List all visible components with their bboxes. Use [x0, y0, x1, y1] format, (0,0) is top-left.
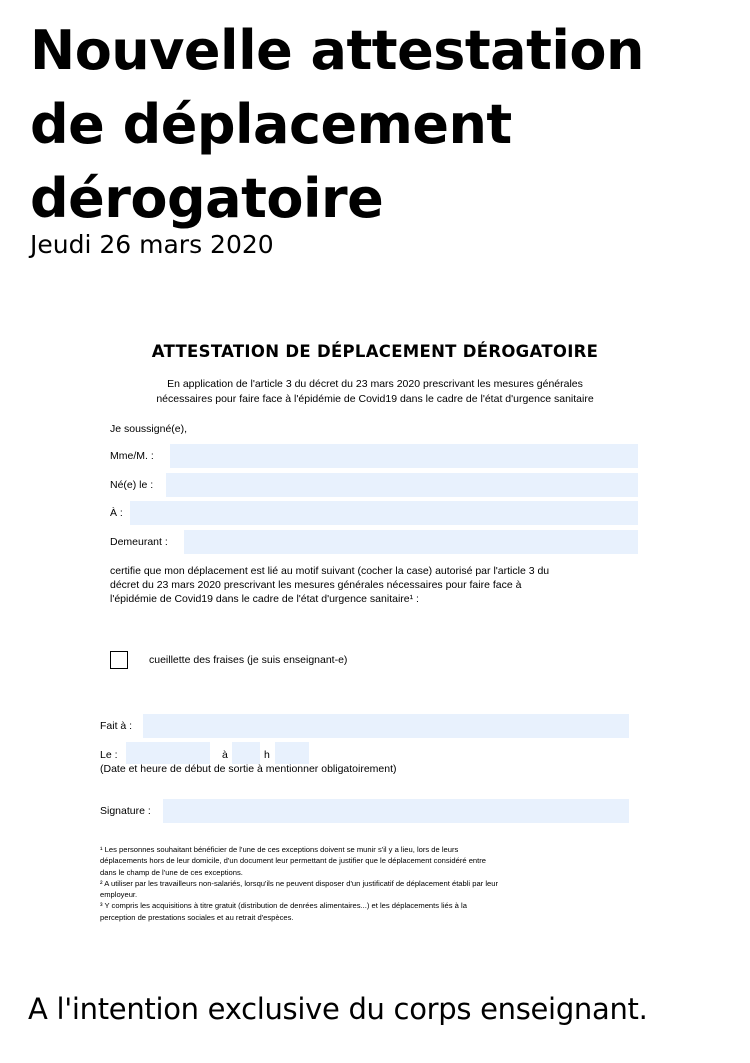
intro-line: nécessaires pour faire face à l'épidémie de Covid19 dans le cadre de l'état d'urgence sanitaire — [156, 393, 594, 405]
footnote-line: ² A utiliser par les travailleurs non-salariés, lorsqu'ils ne peuvent disposer d'un justificatif de déplacement établi par leur — [100, 878, 498, 888]
made-at-label: Fait à : — [100, 720, 133, 732]
footnote-line: déplacements hors de leur domicile, d'un document leur permettant de justifier que le déplacement considéré entre — [100, 856, 486, 866]
date-label: Le : — [100, 749, 118, 761]
address-field[interactable] — [184, 530, 638, 554]
article-date: Jeudi 26 mars 2020 — [30, 230, 274, 259]
at-label: à — [222, 749, 228, 761]
signature-label: Signature : — [100, 805, 151, 817]
footnote-line: ³ Y compris les acquisitions à titre gratuit (distribution de denrées alimentaires...) et les déplacements liés à la — [100, 901, 467, 911]
footnotes — [100, 844, 640, 923]
undersigned-label: Je soussigné(e), — [110, 423, 188, 435]
hour-field[interactable] — [232, 742, 260, 764]
certify-line: décret du 23 mars 2020 prescrivant les mesures générales nécessaires pour faire face à — [110, 579, 522, 591]
date-field[interactable] — [126, 742, 210, 764]
headline-line: de déplacement — [30, 93, 512, 156]
birthdate-field[interactable] — [166, 473, 638, 497]
article-caption: A l'intention exclusive du corps enseignant. — [28, 992, 648, 1026]
certify-text — [110, 564, 640, 606]
date-note: (Date et heure de début de sortie à mentionner obligatoirement) — [100, 763, 397, 775]
headline-line: Nouvelle attestation — [30, 19, 644, 82]
footnote-line: perception de prestations sociales et au retrait d'espèces. — [100, 912, 294, 922]
certify-line: certifie que mon déplacement est lié au motif suivant (cocher la case) autorisé par l'article 3 du — [110, 565, 550, 577]
birthplace-label: À : — [110, 507, 123, 519]
name-label: Mme/M. : — [110, 450, 154, 462]
footnote-line: ¹ Les personnes souhaitant bénéficier de l'une de ces exceptions doivent se munir s'il y a lieu, lors de leurs — [100, 845, 459, 854]
signature-field[interactable] — [163, 799, 629, 823]
reason-checkbox[interactable] — [110, 651, 128, 669]
footnote-line: employeur. — [100, 890, 138, 900]
certify-line: l'épidémie de Covid19 dans le cadre de l'état d'urgence sanitaire¹ : — [110, 593, 419, 605]
minute-field[interactable] — [275, 742, 309, 764]
made-at-field[interactable] — [143, 714, 629, 738]
footnote-line: dans le champ de l'une de ces exceptions. — [100, 867, 243, 877]
headline-line: dérogatoire — [30, 167, 384, 230]
form-title: ATTESTATION DE DÉPLACEMENT DÉROGATOIRE — [151, 342, 599, 361]
birthplace-field[interactable] — [130, 501, 638, 525]
birthdate-label: Né(e) le : — [110, 479, 154, 491]
reason-label: cueillette des fraises (je suis enseignant-e) — [149, 654, 348, 666]
hour-label: h — [264, 749, 270, 761]
name-field[interactable] — [170, 444, 638, 468]
intro-line: En application de l'article 3 du décret du 23 mars 2020 prescrivant les mesures générales — [167, 378, 583, 390]
address-label: Demeurant : — [110, 536, 168, 548]
form-intro — [100, 377, 650, 407]
